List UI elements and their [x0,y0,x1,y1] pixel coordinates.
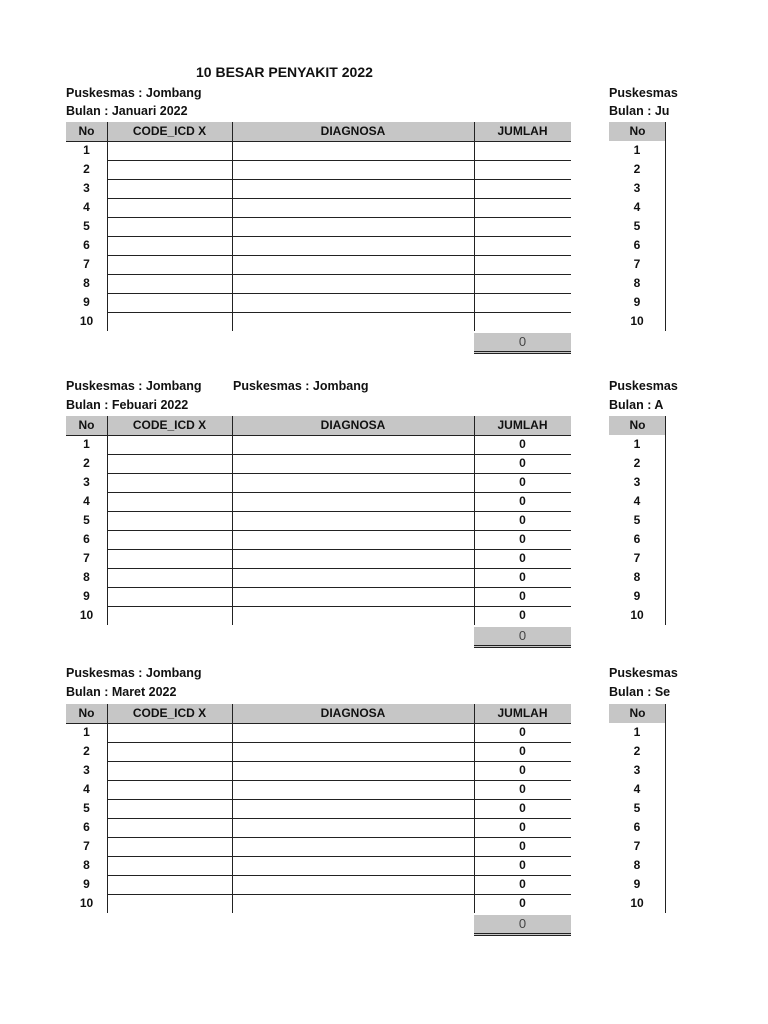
total-cell: 0 [474,915,571,936]
row-number: 3 [83,763,90,777]
row-number: 3 [633,763,641,777]
row-number: 2 [83,456,90,470]
row-number: 6 [83,532,90,546]
row-number: 3 [83,475,90,489]
jumlah-cell [474,312,571,331]
jumlah-cell: 0 [519,589,526,603]
row-number: 5 [633,801,641,815]
jumlah-cell [474,236,571,255]
jumlah-cell: 0 [519,763,526,777]
jumlah-cell: 0 [519,475,526,489]
row-number: 8 [633,858,641,872]
row-number: 8 [83,570,90,584]
row-number: 7 [83,839,90,853]
jumlah-cell [474,179,571,198]
header-underline [66,141,571,142]
row-number: 5 [83,513,90,527]
column-divider [665,416,666,625]
puskesmas-label-right: Puskesmas [609,86,678,100]
column-header-diagnosa: DIAGNOSA [232,122,474,141]
row-number: 1 [83,437,90,451]
row-number: 2 [633,744,641,758]
row-number: 5 [83,219,90,233]
row-number: 4 [83,200,90,214]
row-number: 4 [633,782,641,796]
bulan-label: Bulan : Febuari 2022 [66,398,189,412]
column-header-no: No [66,416,107,435]
row-number: 10 [630,608,644,622]
row-number: 4 [633,200,641,214]
row-number: 10 [79,314,94,328]
row-number: 10 [79,608,94,622]
row-number: 1 [633,437,641,451]
column-header-code: CODE_ICD X [107,416,232,435]
jumlah-cell: 0 [519,456,526,470]
jumlah-cell: 0 [519,877,526,891]
row-number: 7 [83,551,90,565]
row-number: 6 [633,532,641,546]
jumlah-cell: 0 [519,820,526,834]
puskesmas-label-extra: Puskesmas : Jombang [233,379,369,393]
column-divider [665,122,666,331]
row-number: 9 [633,877,641,891]
column-header-code: CODE_ICD X [107,122,232,141]
column-header-diagnosa: DIAGNOSA [232,416,474,435]
column-header-jumlah: JUMLAH [474,704,571,723]
puskesmas-label-right: Puskesmas [609,666,678,680]
jumlah-cell: 0 [519,744,526,758]
column-header-diagnosa: DIAGNOSA [232,704,474,723]
row-number: 9 [633,589,641,603]
row-number: 8 [633,276,641,290]
row-number: 10 [79,896,94,910]
jumlah-cell [474,274,571,293]
column-divider [232,704,233,913]
row-number: 1 [83,725,90,739]
jumlah-cell: 0 [519,896,526,910]
row-number: 4 [83,494,90,508]
jumlah-cell: 0 [519,494,526,508]
row-number: 9 [633,295,641,309]
bulan-label-right: Bulan : Se [609,685,671,699]
row-number: 3 [633,181,641,195]
row-number: 5 [83,801,90,815]
jumlah-cell: 0 [519,725,526,739]
jumlah-cell: 0 [519,801,526,815]
column-header-no: No [609,122,666,141]
column-divider [232,416,233,625]
column-header-no: No [66,704,107,723]
jumlah-cell: 0 [519,513,526,527]
page-title: 10 BESAR PENYAKIT 2022 [196,64,373,80]
row-number: 4 [633,494,641,508]
row-number: 6 [633,238,641,252]
jumlah-cell [474,255,571,274]
row-number: 2 [633,162,641,176]
row-number: 1 [633,725,641,739]
jumlah-cell: 0 [519,570,526,584]
row-number: 10 [630,314,644,328]
row-number: 5 [633,219,641,233]
row-number: 1 [83,143,90,157]
total-cell: 0 [474,627,571,648]
bulan-label: Bulan : Januari 2022 [66,104,188,118]
column-divider [107,122,108,331]
jumlah-cell: 0 [519,782,526,796]
row-number: 6 [83,820,90,834]
row-number: 7 [633,257,641,271]
row-number: 7 [83,257,90,271]
column-header-no: No [609,416,666,435]
row-number: 2 [633,456,641,470]
bulan-label-right: Bulan : Ju [609,104,670,118]
column-divider [665,704,666,913]
jumlah-cell [474,160,571,179]
jumlah-cell: 0 [519,532,526,546]
header-underline [66,723,571,724]
row-number: 9 [83,589,90,603]
row-number: 1 [633,143,641,157]
row-number: 5 [633,513,641,527]
row-number: 4 [83,782,90,796]
row-number: 6 [633,820,641,834]
row-number: 8 [83,858,90,872]
row-number: 6 [83,238,90,252]
column-header-no: No [66,122,107,141]
row-number: 2 [83,162,90,176]
column-divider [232,122,233,331]
row-number: 3 [83,181,90,195]
jumlah-cell [474,141,571,160]
column-divider [107,704,108,913]
column-header-jumlah: JUMLAH [474,122,571,141]
row-number: 7 [633,551,641,565]
row-number: 9 [83,295,90,309]
header-underline [66,435,571,436]
row-number: 7 [633,839,641,853]
row-number: 8 [83,276,90,290]
bulan-label: Bulan : Maret 2022 [66,685,177,699]
jumlah-cell [474,293,571,312]
jumlah-cell: 0 [519,858,526,872]
total-cell: 0 [474,333,571,354]
column-divider [107,416,108,625]
jumlah-cell [474,217,571,236]
jumlah-cell: 0 [519,551,526,565]
jumlah-cell: 0 [519,839,526,853]
column-header-no: No [609,704,666,723]
jumlah-cell [474,198,571,217]
row-number: 3 [633,475,641,489]
puskesmas-label: Puskesmas : Jombang [66,666,202,680]
row-number: 10 [630,896,644,910]
row-number: 9 [83,877,90,891]
row-number: 2 [83,744,90,758]
puskesmas-label: Puskesmas : Jombang [66,86,202,100]
row-number: 8 [633,570,641,584]
jumlah-cell: 0 [519,437,526,451]
puskesmas-label-right: Puskesmas [609,379,678,393]
bulan-label-right: Bulan : A [609,398,664,412]
jumlah-cell: 0 [519,608,526,622]
puskesmas-label: Puskesmas : Jombang [66,379,202,393]
column-header-code: CODE_ICD X [107,704,232,723]
column-header-jumlah: JUMLAH [474,416,571,435]
